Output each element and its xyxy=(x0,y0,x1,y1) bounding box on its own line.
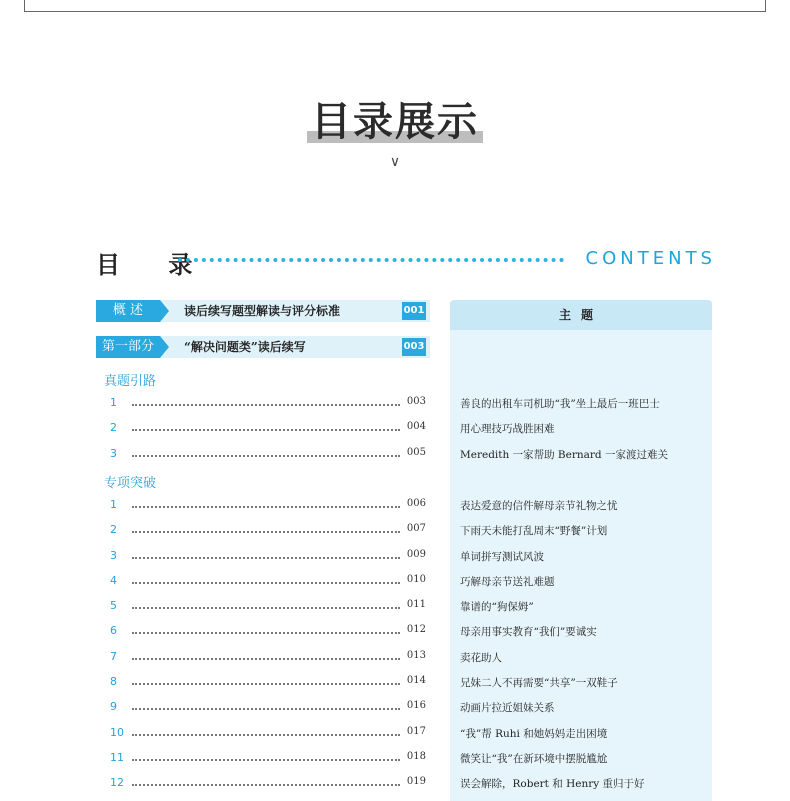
toc-row[interactable] xyxy=(96,498,430,516)
toc-row-number: 4 xyxy=(110,573,117,587)
toc-row-number: 11 xyxy=(110,750,124,764)
toc-heading xyxy=(96,245,716,279)
toc-row[interactable] xyxy=(96,396,430,414)
overview-entry[interactable] xyxy=(96,300,430,322)
toc-heading-label: 目 录 xyxy=(96,251,213,279)
part1-entry[interactable] xyxy=(96,336,430,358)
toc-row[interactable] xyxy=(96,675,430,693)
section-label: 专项突破 xyxy=(104,475,157,491)
overview-page-badge: 001 xyxy=(402,302,426,320)
toc-row[interactable] xyxy=(96,447,430,465)
toc-row-number: 2 xyxy=(110,523,117,537)
dot-leader xyxy=(132,455,400,457)
banner-title xyxy=(0,90,790,147)
toc-row-page: 010 xyxy=(406,573,426,585)
toc-row-number: 9 xyxy=(110,700,117,714)
part1-tag: 第一部分 xyxy=(96,336,160,358)
toc-row[interactable] xyxy=(96,574,430,592)
theme-item: 单词拼写测试风波 xyxy=(460,550,544,563)
chevron-down-icon: ∨ xyxy=(389,154,401,170)
toc-row[interactable] xyxy=(96,650,430,668)
theme-item: 误会解除，Robert 和 Henry 重归于好 xyxy=(460,778,645,791)
overview-tag: 概 述 xyxy=(96,300,160,322)
toc-row-page: 004 xyxy=(406,421,426,433)
toc-row[interactable] xyxy=(96,549,430,567)
theme-item: 卖花助人 xyxy=(460,651,502,664)
toc-row[interactable] xyxy=(96,599,430,617)
dot-leader xyxy=(132,607,400,609)
toc-row-number: 1 xyxy=(110,396,117,409)
toc-row-number: 12 xyxy=(110,776,124,790)
toc-row-page: 006 xyxy=(406,497,426,509)
theme-item: 兄妹二人不再需要“共享”一双鞋子 xyxy=(460,677,618,689)
dot-leader xyxy=(132,759,400,761)
toc-row[interactable] xyxy=(96,523,430,541)
banner-title-label: 目录展示 xyxy=(311,99,479,145)
toc-row-number: 3 xyxy=(110,548,117,562)
arrow-right-icon xyxy=(160,300,169,322)
dot-leader xyxy=(132,429,400,431)
toc-row-page: 014 xyxy=(406,675,426,686)
dot-leader xyxy=(132,506,400,508)
dot-leader xyxy=(132,582,400,584)
toc-row-page: 016 xyxy=(406,700,426,712)
dot-leader xyxy=(132,784,400,786)
toc-row[interactable] xyxy=(96,700,430,718)
dot-leader xyxy=(132,404,400,406)
top-frame xyxy=(24,0,766,12)
dot-leader xyxy=(132,658,400,660)
toc-row-number: 8 xyxy=(110,675,117,688)
toc-row-page: 005 xyxy=(406,446,426,458)
toc-row-number: 6 xyxy=(110,624,117,638)
theme-item: 用心理技巧战胜困难 xyxy=(460,423,555,436)
dot-leader xyxy=(132,708,400,710)
theme-item: 表达爱意的信件解母亲节礼物之忧 xyxy=(460,499,618,512)
toc-row-number: 7 xyxy=(110,649,117,663)
theme-item: 微笑让“我”在新环境中摆脱尴尬 xyxy=(460,752,608,765)
dot-leader xyxy=(132,531,400,533)
theme-item: “我”帮 Ruhi 和她妈妈走出困境 xyxy=(460,727,608,740)
toc-row[interactable] xyxy=(96,776,430,794)
toc-row[interactable] xyxy=(96,751,430,769)
arrow-right-icon xyxy=(160,336,169,358)
toc-row-page: 018 xyxy=(406,750,426,762)
toc-row-page: 013 xyxy=(406,649,426,661)
toc-row-page: 007 xyxy=(406,523,426,535)
theme-item: 善良的出租车司机助“我”坐上最后一班巴士 xyxy=(460,398,660,410)
theme-item: 母亲用事实教育“我们”要诚实 xyxy=(460,626,597,639)
toc-row-number: 1 xyxy=(110,497,117,511)
section-label: 真题引路 xyxy=(104,374,157,389)
toc-row-page: 019 xyxy=(406,776,426,788)
toc-row-page: 017 xyxy=(406,725,426,737)
dot-leader xyxy=(132,734,400,736)
toc-row-page: 011 xyxy=(406,599,426,611)
toc-row[interactable] xyxy=(96,726,430,744)
toc-row-number: 3 xyxy=(110,446,117,460)
part1-title: “解决问题类”读后续写 xyxy=(184,340,306,354)
toc-row-number: 2 xyxy=(110,421,117,435)
theme-item: 下雨天未能打乱周末“野餐”计划 xyxy=(460,525,608,538)
dot-leader xyxy=(132,557,400,559)
dot-leader xyxy=(132,632,400,634)
toc-row-page: 003 xyxy=(406,396,426,407)
part1-page-badge: 003 xyxy=(402,338,426,356)
toc-row-number: 10 xyxy=(110,725,124,739)
toc-row[interactable] xyxy=(96,421,430,439)
toc-row-page: 012 xyxy=(406,624,426,636)
theme-item: 巧解母亲节送礼难题 xyxy=(460,575,555,588)
banner-title-text xyxy=(307,90,483,147)
toc-row[interactable] xyxy=(96,624,430,642)
theme-item: Meredith 一家帮助 Bernard 一家渡过难关 xyxy=(460,448,668,461)
overview-title: 读后续写题型解读与评分标准 xyxy=(184,304,341,318)
contents-label: CONTENTS xyxy=(585,248,716,269)
theme-item: 靠谱的“狗保姆” xyxy=(460,601,534,614)
theme-column-header: 主题 xyxy=(450,300,712,330)
dot-leader xyxy=(132,683,400,685)
toc-row-number: 5 xyxy=(110,599,117,613)
dotted-divider xyxy=(178,258,564,262)
theme-item: 动画片拉近姐妹关系 xyxy=(460,702,555,715)
toc-row-page: 009 xyxy=(406,548,426,560)
